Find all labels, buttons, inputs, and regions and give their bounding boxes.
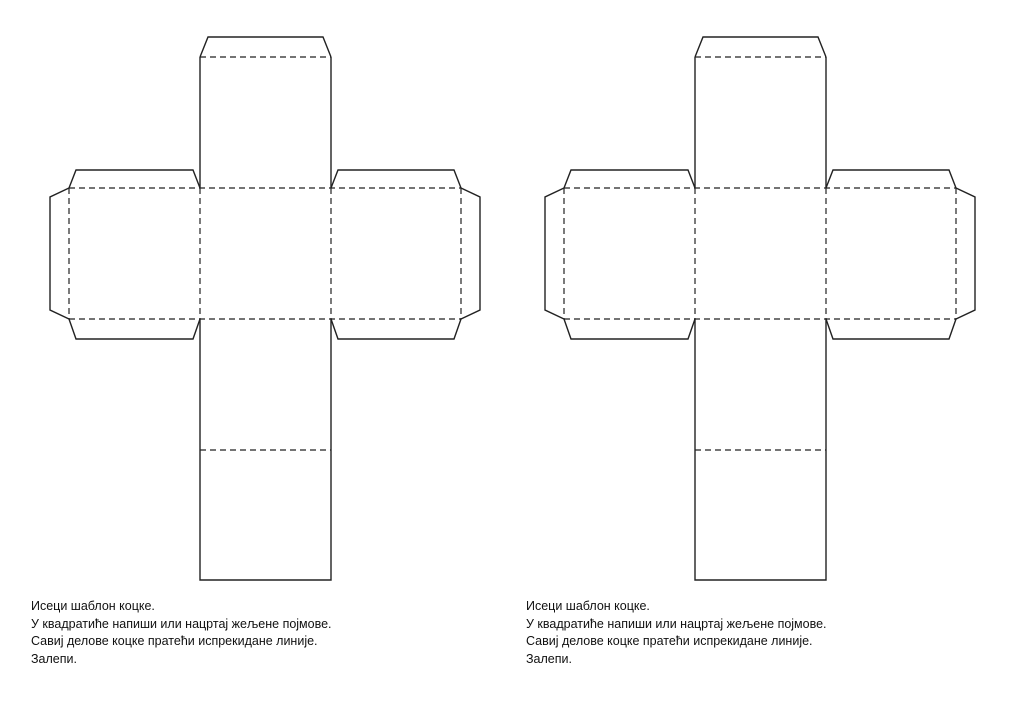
instruction-glue: Залепи. xyxy=(31,651,77,666)
right-face-bottom-flap xyxy=(826,319,956,339)
cube-net-right-group xyxy=(545,37,975,580)
instruction-fold: Савиј делове коцке пратећи испрекидане линије. xyxy=(31,634,318,648)
instructions-left xyxy=(31,598,332,668)
cube-net-right-cut-lines xyxy=(545,37,975,580)
right-face-top-flap xyxy=(826,170,956,188)
top-glue-tab xyxy=(695,37,826,57)
left-face-top-flap xyxy=(564,170,695,188)
instruction-fold: Савиј делове коцке пратећи испрекидане линије. xyxy=(526,634,813,648)
cube-net-right-fold-lines xyxy=(564,57,956,450)
instruction-draw: У квадратиће напиши или нацртај жељене појмове. xyxy=(526,616,827,631)
instruction-draw: У квадратиће напиши или нацртај жељене појмове. xyxy=(31,616,332,631)
right-side-glue-tab xyxy=(956,188,975,319)
instruction-cut: Исеци шаблон коцке. xyxy=(31,599,155,613)
left-side-glue-tab xyxy=(545,188,564,319)
left-face-bottom-flap xyxy=(564,319,695,339)
instructions-right xyxy=(526,598,827,668)
instruction-glue: Залепи. xyxy=(526,651,572,666)
instruction-cut: Исеци шаблон коцке. xyxy=(526,599,650,613)
